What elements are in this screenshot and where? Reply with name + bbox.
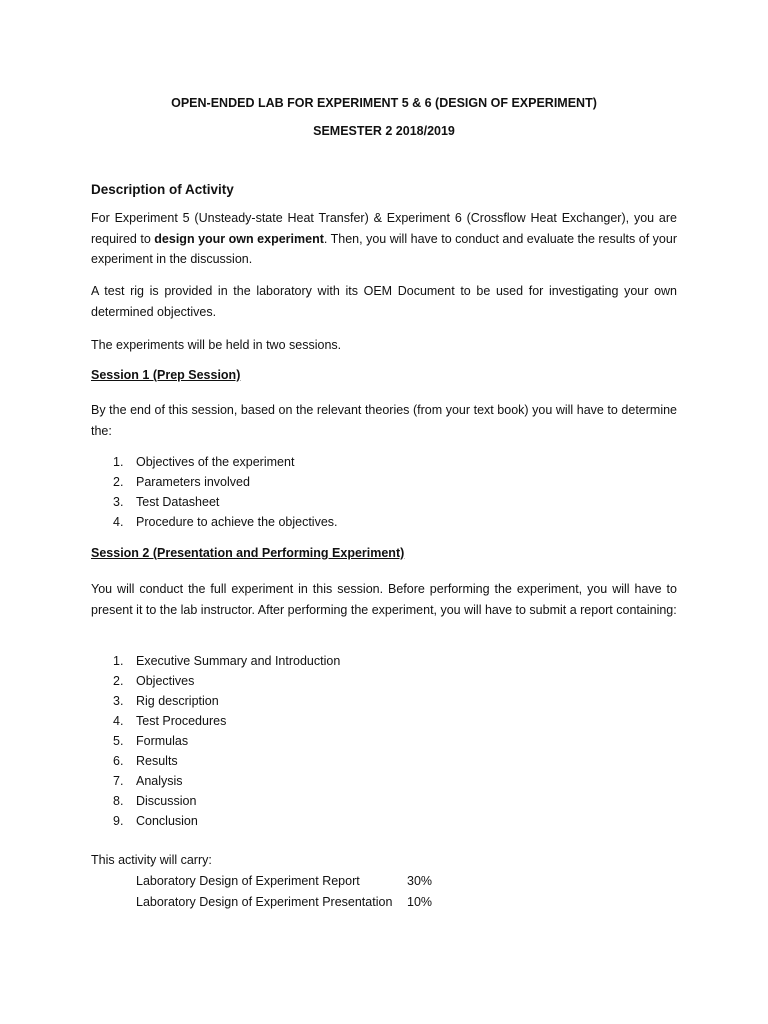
list-item <box>91 651 340 671</box>
list-item <box>91 791 340 811</box>
session1-list <box>91 452 338 532</box>
list-item <box>91 472 338 492</box>
description-heading: Description of Activity <box>91 182 234 197</box>
grade-value: 10% <box>407 895 433 909</box>
list-number: 2. <box>113 475 124 489</box>
list-item <box>91 512 338 532</box>
session1-heading: Session 1 (Prep Session) <box>91 368 241 382</box>
list-item <box>91 492 338 512</box>
list-number: 7. <box>113 774 124 788</box>
list-text: Discussion <box>136 794 197 808</box>
session2-list <box>91 651 340 831</box>
list-number: 8. <box>113 794 124 808</box>
list-item <box>91 671 340 691</box>
session2-heading: Session 2 (Presentation and Performing Experiment) <box>91 546 405 560</box>
list-number: 3. <box>113 495 124 509</box>
intro-text-1: For Experiment 5 (Unsteady-state Heat Transfer) & Experiment 6 (Crossflow Heat Exchanger), you are required to <box>91 211 677 246</box>
list-text: Executive Summary and Introduction <box>136 654 341 668</box>
test-rig-paragraph: A test rig is provided in the laboratory with its OEM Document to be used for investigating your own determined objectives. <box>91 284 677 319</box>
list-number: 1. <box>113 654 124 668</box>
grade-value: 30% <box>407 874 433 888</box>
list-number: 2. <box>113 674 124 688</box>
list-text: Parameters involved <box>136 475 250 489</box>
list-text: Procedure to achieve the objectives. <box>136 515 338 529</box>
list-text: Test Procedures <box>136 714 227 728</box>
carry-intro: This activity will carry: <box>91 853 212 867</box>
grade-row-presentation <box>136 892 432 912</box>
list-item <box>91 751 340 771</box>
list-number: 4. <box>113 714 124 728</box>
list-text: Results <box>136 754 178 768</box>
intro-text-2: . Then, you will have to conduct and evaluate the results of your experiment in the discussion. <box>91 231 677 266</box>
session2-intro: You will conduct the full experiment in this session. Before performing the experiment, you will have to present it to the lab instructor. After performing the experiment, you will have to submit a report containing: <box>91 582 677 617</box>
list-text: Rig description <box>136 694 219 708</box>
semester-label: SEMESTER 2 2018/2019 <box>313 124 455 138</box>
sessions-paragraph: The experiments will be held in two sessions. <box>91 338 342 352</box>
list-item <box>91 691 340 711</box>
list-item <box>91 771 340 791</box>
list-text: Objectives <box>136 674 195 688</box>
list-number: 9. <box>113 814 124 828</box>
list-item <box>91 711 340 731</box>
list-number: 1. <box>113 455 124 469</box>
grade-name: Laboratory Design of Experiment Presentation <box>136 895 393 909</box>
list-text: Test Datasheet <box>136 495 220 509</box>
list-text: Formulas <box>136 734 189 748</box>
list-number: 5. <box>113 734 124 748</box>
list-text: Analysis <box>136 774 183 788</box>
list-item <box>91 731 340 751</box>
intro-paragraph <box>91 208 677 270</box>
intro-bold-text: design your own experiment <box>154 231 324 246</box>
list-text: Conclusion <box>136 814 198 828</box>
list-text: Objectives of the experiment <box>136 455 295 469</box>
document-title: OPEN-ENDED LAB FOR EXPERIMENT 5 & 6 (DESIGN OF EXPERIMENT) <box>171 96 597 110</box>
session1-intro: By the end of this session, based on the relevant theories (from your text book) you will have to determine the: <box>91 403 677 438</box>
list-item <box>91 811 340 831</box>
list-number: 4. <box>113 515 124 529</box>
list-number: 3. <box>113 694 124 708</box>
grade-name: Laboratory Design of Experiment Report <box>136 874 360 888</box>
list-number: 6. <box>113 754 124 768</box>
list-item <box>91 452 338 472</box>
grade-row-report <box>136 871 432 891</box>
